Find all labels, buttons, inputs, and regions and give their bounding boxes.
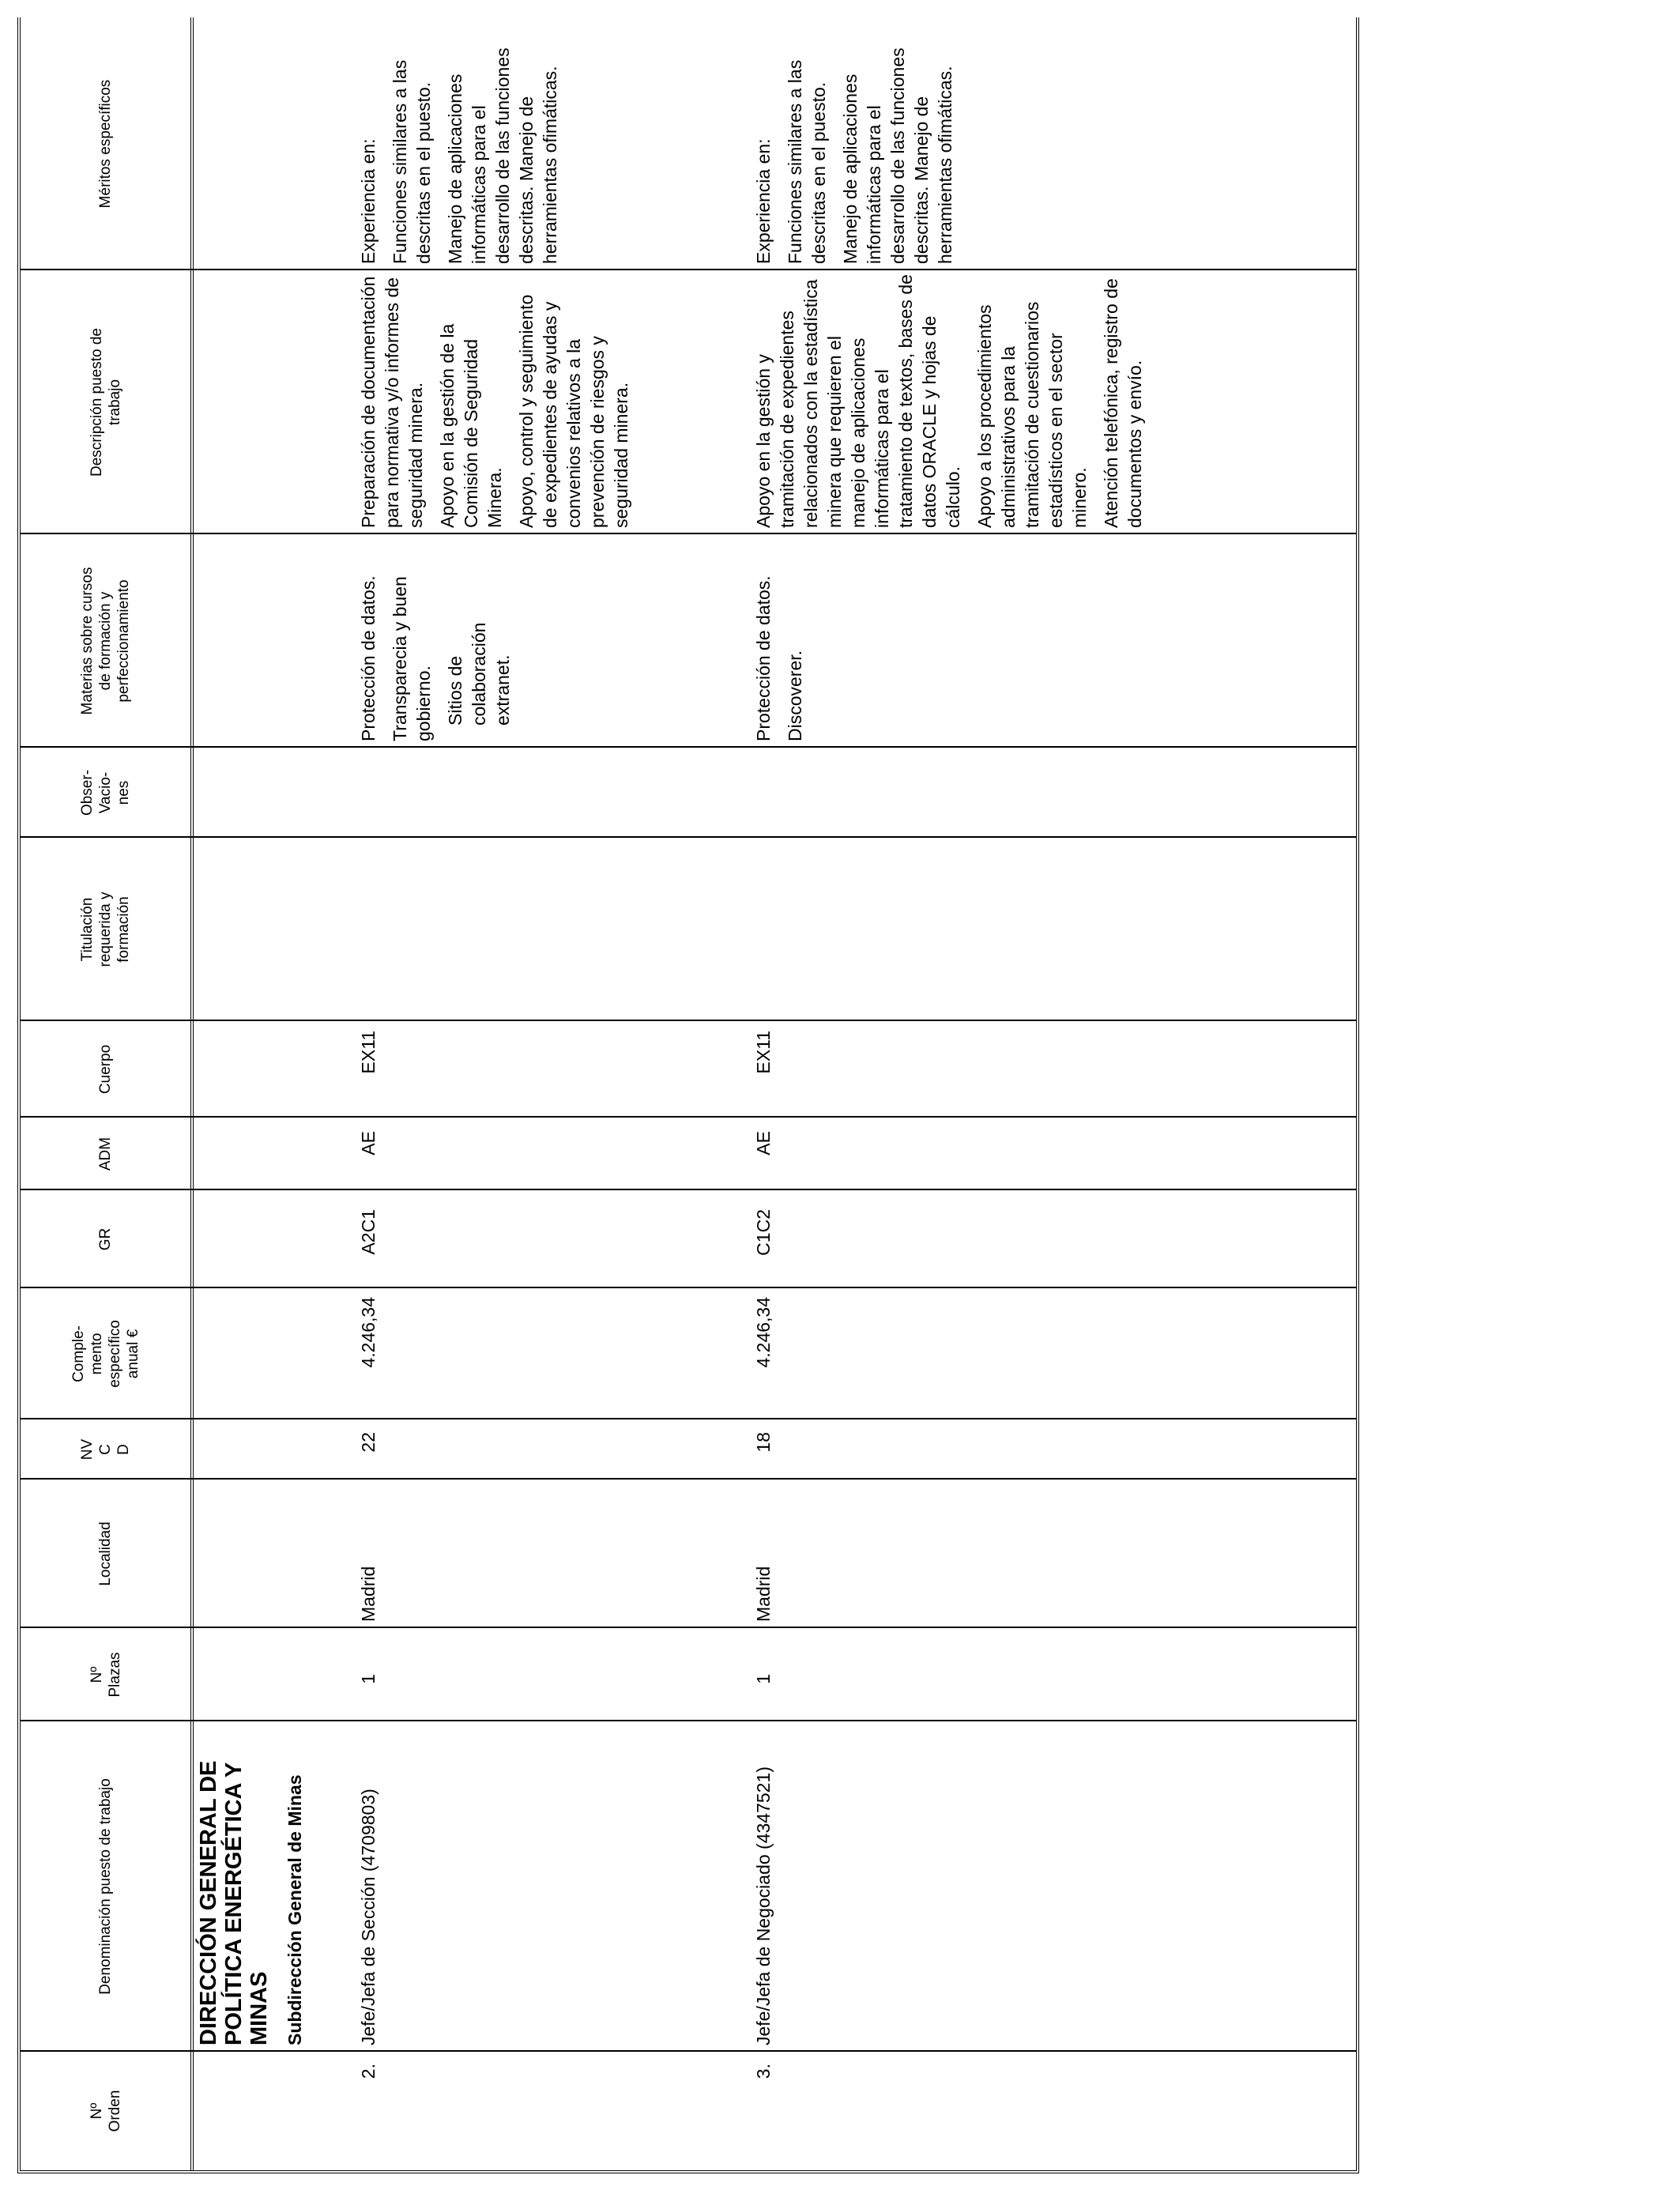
descripcion-item: Apoyo en la gestión y tramitación de expedientes relacionados con la estadística minera que requieren el manejo de aplicaciones informáticas para el tratamiento de textos, bases de datos ORACLE y hojas de cálculo. bbox=[753, 274, 963, 528]
row-orden: 3. bbox=[753, 2064, 774, 2079]
row-adm: AE bbox=[753, 1131, 774, 1155]
materia-item: Protección de datos. bbox=[753, 575, 774, 741]
meritos-intro: Experiencia en: bbox=[358, 138, 379, 264]
row-meritos bbox=[356, 27, 570, 264]
row-orden: 2. bbox=[358, 2064, 379, 2079]
col-divider bbox=[21, 2050, 1356, 2052]
descripcion-item: Apoyo, control y seguimiento de expedientes de ayudas y convenios relativos a la prevención de riesgos y seguridad minera. bbox=[516, 294, 631, 528]
direccion-title: DIRECCIÓN GENERAL DE POLÍTICA ENERGÉTICA Y MINAS bbox=[196, 1760, 272, 2045]
col-divider bbox=[21, 269, 1356, 270]
header-orden: Nº Orden bbox=[88, 2090, 123, 2132]
header-denominacion: Denominación puesto de trabajo bbox=[97, 1778, 114, 1995]
header-materias: Materias sobre cursos de formación y perfeccionamiento bbox=[79, 567, 132, 715]
merito-item: Manejo de aplicaciones informáticas para el desarrollo de las funciones descritas. Manejo de herramientas ofimáticas. bbox=[840, 47, 955, 264]
col-divider bbox=[21, 1189, 1356, 1190]
row-complemento: 4.246,34 bbox=[358, 1297, 379, 1368]
row-localidad: Madrid bbox=[753, 1566, 774, 1622]
header-grupo: GR bbox=[97, 1227, 114, 1251]
table-frame bbox=[17, 17, 1359, 2173]
descripcion-item: Atención telefónica, registro de documentos y envío. bbox=[1101, 278, 1145, 528]
header-titulacion: Titulación requerida y formación bbox=[79, 892, 132, 967]
col-divider bbox=[21, 1116, 1356, 1118]
meritos-intro: Experiencia en: bbox=[753, 138, 774, 264]
header-observaciones: Obser- Vacio- nes bbox=[79, 769, 132, 816]
header-descripcion: Descripción puesto de trabajo bbox=[88, 328, 123, 477]
row-descripcion bbox=[751, 273, 1155, 528]
header-complemento: Comple- mento específico anual € bbox=[70, 1320, 141, 1388]
row-plazas: 1 bbox=[358, 1674, 379, 1684]
row-grupo: C1C2 bbox=[753, 1209, 774, 1256]
col-divider bbox=[21, 1020, 1356, 1021]
header-plazas: Nº Plazas bbox=[88, 1652, 123, 1698]
descripcion-item: Preparación de documentación para normativa y/o informes de seguridad minera. bbox=[358, 276, 426, 528]
header-cuerpo: Cuerpo bbox=[97, 1044, 114, 1095]
descripcion-item: Apoyo en la gestión de la Comisión de Seguridad Minera. bbox=[437, 323, 505, 528]
materia-item: Transparecia y buen gobierno. bbox=[390, 576, 434, 741]
row-adm: AE bbox=[358, 1131, 379, 1155]
row-cuerpo: EX11 bbox=[753, 1031, 774, 1074]
materia-item: Discoverer. bbox=[785, 650, 805, 741]
section-heading bbox=[196, 1729, 307, 2045]
row-materias bbox=[356, 567, 522, 741]
col-divider bbox=[21, 1287, 1356, 1288]
row-nivel: 22 bbox=[358, 1432, 379, 1453]
row-complemento: 4.246,34 bbox=[753, 1297, 774, 1368]
row-plazas: 1 bbox=[753, 1674, 774, 1684]
row-meritos bbox=[751, 27, 965, 264]
merito-item: Funciones similares a las descritas en el puesto. bbox=[785, 59, 829, 264]
col-divider bbox=[21, 1627, 1356, 1628]
row-denominacion: Jefe/Jefa de Sección (4709803) bbox=[358, 1789, 379, 2045]
row-localidad: Madrid bbox=[358, 1566, 379, 1622]
col-divider bbox=[21, 1418, 1356, 1419]
row-denominacion: Jefe/Jefa de Negociado (4347521) bbox=[753, 1766, 774, 2045]
col-divider bbox=[21, 836, 1356, 838]
header-meritos: Méritos específicos bbox=[97, 79, 114, 209]
merito-item: Manejo de aplicaciones informáticas para el desarrollo de las funciones descritas. Manejo de herramientas ofimáticas. bbox=[445, 47, 560, 264]
col-divider bbox=[21, 533, 1356, 534]
row-descripcion bbox=[356, 273, 641, 528]
header-nivel: NV C D bbox=[79, 1438, 132, 1461]
row-materias bbox=[751, 567, 815, 741]
materia-item: Protección de datos. bbox=[358, 575, 379, 741]
header-localidad: Localidad bbox=[97, 1521, 114, 1586]
header-adm: ADM bbox=[97, 1137, 114, 1171]
col-divider bbox=[21, 746, 1356, 748]
row-cuerpo: EX11 bbox=[358, 1031, 379, 1074]
header-separator bbox=[190, 17, 194, 2170]
subdireccion-title: Subdirección General de Minas bbox=[284, 1774, 305, 2045]
materia-item: Sitios de colaboración extranet. bbox=[445, 622, 513, 726]
row-nivel: 18 bbox=[753, 1432, 774, 1453]
col-divider bbox=[21, 1478, 1356, 1480]
row-grupo: A2C1 bbox=[358, 1209, 379, 1255]
merito-item: Funciones similares a las descritas en el puesto. bbox=[390, 59, 434, 264]
col-divider bbox=[21, 1720, 1356, 1721]
descripcion-item: Apoyo a los procedimientos administrativos para la tramitación de cuestionarios estadísticos en el sector minero. bbox=[974, 301, 1090, 528]
